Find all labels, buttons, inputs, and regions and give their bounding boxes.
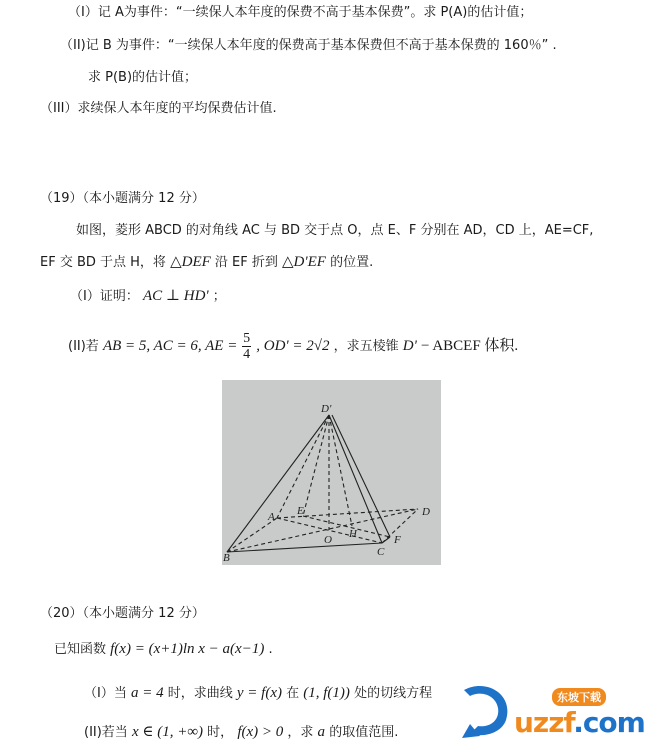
uzzf-watermark-logo xyxy=(456,680,645,742)
label-f: F xyxy=(394,534,401,546)
q19-part2-end: − ABCEF 体积. xyxy=(420,338,519,354)
q19-part1 xyxy=(70,287,226,306)
q19-part2-text: ，求五棱锥 xyxy=(333,339,403,354)
q20-part2 xyxy=(84,723,398,742)
q18-part3: （III）求续保人本年度的平均保费估计值. xyxy=(40,101,277,116)
label-o: O xyxy=(324,534,332,546)
q18-part2: （II)记 B 为事件：“一续保人本年度的保费高于基本保费但不高于基本保费的 160％” . xyxy=(60,38,557,53)
q20-intro-end: . xyxy=(268,642,273,657)
q20-part1-text2: 在 xyxy=(286,686,304,701)
q19-part1-end: ； xyxy=(212,289,226,304)
q20-part2-condition: f(x) > 0 xyxy=(237,724,284,740)
q19-part1-formula: AC ⊥ HD' xyxy=(142,288,209,304)
q20-part1 xyxy=(84,684,432,703)
fraction-5-over-4 xyxy=(242,331,251,362)
q19-part2-formula-b: , OD' = 2√2 xyxy=(256,338,330,354)
label-d-prime: D' xyxy=(321,403,332,415)
q19-intro-text-c: 的位置. xyxy=(330,255,374,270)
label-h: H xyxy=(349,528,357,540)
q19-part2-apex: D' xyxy=(402,338,417,354)
logo-text-uzzf: uzzf xyxy=(514,706,574,739)
function-definition: f(x) = (x+1)ln x − a(x−1) xyxy=(110,641,265,657)
q20-part2-text3: 的取值范围. xyxy=(329,725,399,740)
pyramid-figure xyxy=(222,380,441,565)
q20-header: （20）（本小题满分 12 分） xyxy=(40,606,205,621)
q20-part1-point: (1, f(1)) xyxy=(303,685,350,701)
q20-part1-a-value: a = 4 xyxy=(130,685,164,701)
q20-part2-text2: ，求 xyxy=(287,725,318,740)
q20-intro xyxy=(54,640,273,659)
q19-part2 xyxy=(68,330,518,363)
q20-part1-label: （I）当 xyxy=(84,686,131,701)
q20-part1-text1: 时，求曲线 xyxy=(167,686,237,701)
q20-part2-domain: x ∈ (1, +∞) xyxy=(131,724,204,740)
q20-part1-curve: y = f(x) xyxy=(236,685,282,701)
fraction-numerator: 5 xyxy=(243,331,251,346)
q19-part2-label: (II)若 xyxy=(68,339,103,354)
q19-header: （19）（本小题满分 12 分） xyxy=(40,191,205,206)
logo-text xyxy=(514,706,645,739)
triangle-def: △DEF xyxy=(170,254,211,270)
q20-intro-text: 已知函数 xyxy=(54,642,111,657)
label-e: E xyxy=(297,505,304,517)
fraction-denominator: 4 xyxy=(243,347,251,362)
logo-text-com: .com xyxy=(573,706,645,739)
label-d: D xyxy=(422,506,430,518)
q18-part2-continued: 求 P(B)的估计值； xyxy=(88,70,198,85)
q18-part1: （I）记 A为事件：“一续保人本年度的保费不高于基本保费”。求 P(A)的估计值； xyxy=(68,5,533,20)
q19-intro-text-a: EF 交 BD 于点 H，将 xyxy=(40,255,166,270)
pyramid-diagram xyxy=(222,380,441,565)
q19-intro-text-b: 沿 EF 折到 xyxy=(214,255,283,270)
q19-part2-formula-a: AB = 5, AC = 6, AE = xyxy=(102,338,242,354)
q20-part1-text3: 处的切线方程 xyxy=(354,686,433,701)
q20-part2-label: (II)若当 xyxy=(84,725,132,740)
q20-part2-variable: a xyxy=(317,724,326,740)
logo-badge: 东坡下载 xyxy=(552,688,606,706)
label-c: C xyxy=(377,546,385,558)
q19-part1-label: （I）证明： xyxy=(70,289,139,304)
q20-part2-text1: 时， xyxy=(207,725,234,740)
q19-intro-line1: 如图，菱形 ABCD 的对角线 AC 与 BD 交于点 O，点 E、F 分别在 AD，CD 上，AE=CF, xyxy=(76,223,594,238)
triangle-dprime-ef: △D'EF xyxy=(282,254,326,270)
q19-intro-line2 xyxy=(40,253,373,272)
label-a: A xyxy=(268,511,275,523)
label-b: B xyxy=(223,552,230,564)
swoosh-icon xyxy=(456,680,516,742)
